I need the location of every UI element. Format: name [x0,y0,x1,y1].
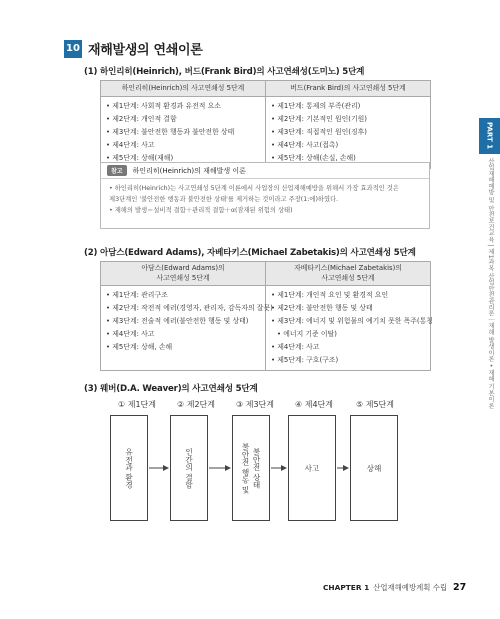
reference-note-box [100,162,430,229]
list-item: • 제5단계: 상해, 손해 [106,341,260,354]
stage-5-text: 상해 [366,463,382,473]
page-number: 27 [453,582,467,593]
section-header [64,39,203,58]
heinrich-stages-cell [101,97,266,169]
header-line: 사고연쇄성 5단계 [156,273,210,282]
note-header [101,163,429,179]
note-line: 제3단계인 '불안전한 행동과 불안전한 상태'를 제거하는 것이라고 주장(1:에)하였다. [109,196,339,203]
stage-2-label: ② 제2단계 [177,400,215,409]
part-tab: PART 1 [479,118,500,154]
stage-2-text: 인간의 결함 [184,447,194,489]
arrow-right-icon [149,464,169,472]
arrow-right-icon [337,464,349,472]
stage-3-label: ③ 제3단계 [236,400,274,409]
bird-stages-cell [266,97,431,169]
stage-4-label: ④ 제4단계 [295,400,333,409]
subsection-1-title: (1) 하인리히(Heinrich), 버드(Frank Bird)의 사고연쇄성(도미노) 5단계 [84,67,365,77]
zabetakis-stages-cell [266,286,431,371]
stage-3-text-2: 불안전 상태 [252,447,261,489]
stage-4-text: 사고 [304,463,320,473]
section-number-badge: 10 [64,40,82,58]
table-header-heinrich: 하인리히(Heinrich)의 사고연쇄성 5단계 [101,81,266,97]
arrow-right-icon [209,464,231,472]
footer-chapter-title: 산업재해예방계획 수립 [373,583,447,592]
header-line: 자베타키스(Michael Zabetakis)의 [294,264,402,273]
list-item: • 제4단계: 사고 [106,328,260,341]
stage-1-text: 유전과 환경 [124,447,134,489]
table-header-zabetakis [266,262,431,286]
note-line: • 재해의 발생＝설비적 결함＋관리적 결함＋α(잠재된 위험의 상태) [109,207,293,214]
list-item: • 제3단계: 불안전한 행동과 불안전한 상태 [106,126,260,139]
subsection-2-title: (2) 아담스(Edward Adams), 자베타키스(Michael Zabetakis)의 사고연쇄성 5단계 [84,248,416,258]
list-item: • 제3단계: 전술적 에러(불안전한 행동 및 상태) [106,315,260,328]
list-item: • 제2단계: 불안전한 행동 및 상태 [271,302,425,315]
list-item: • 제4단계: 사고 [271,341,425,354]
list-item: • 제2단계: 개인적 결함 [106,113,260,126]
list-item: • 제5단계: 상해(재해) [106,152,260,165]
table-header-bird: 버드(Frank Bird)의 사고연쇄성 5단계 [266,81,431,97]
section-title: 재해발생의 연쇄이론 [88,43,203,58]
side-running-text: 산업재해예방 및 안전보건교육 | 제1과목 산업안전관리론｜재해 발생이론 • 재해 기본이론 [487,158,494,409]
stage-2-box [170,415,208,521]
list-item: • 제4단계: 사고(접촉) [271,139,425,152]
table-header-adams [101,262,266,286]
adams-zabetakis-table [100,261,431,371]
list-item: • 제1단계: 통제의 부족(관리) [271,100,425,113]
note-line: • 하인리히(Heinrich)는 사고연쇄성 5단계 이론에서 사업장의 산업재해예방을 위해서 가장 효과적인 것은 [109,185,399,192]
adams-stages-cell [101,286,273,371]
note-badge: 참고 [107,165,127,176]
stage-4-box [288,415,336,521]
list-item: • 제2단계: 기본적인 원인(기원) [271,113,425,126]
stage-1-label: ① 제1단계 [118,400,156,409]
subsection-3-title: (3) 웨버(D.A. Weaver)의 사고연쇄성 5단계 [84,384,258,394]
list-item: • 에너지 기준 이탈) [271,328,425,341]
header-line: 아담스(Edward Adams)의 [141,264,225,273]
arrow-right-icon [271,464,287,472]
list-item: • 제2단계: 작전적 에러(경영자, 관리자, 감독자의 잘못) [106,302,260,315]
list-item: • 제5단계: 구호(구조) [271,354,425,367]
stage-1-box [110,415,148,521]
stage-5-label: ⑤ 제5단계 [356,400,394,409]
note-title: 하인리히(Heinrich)의 재해발생 이론 [132,166,246,175]
list-item: • 제3단계: 직접적인 원인(징후) [271,126,425,139]
heinrich-bird-table [100,80,431,169]
stage-3-text-1: 불안전 행동 및 [241,442,250,494]
list-item: • 제3단계: 에너지 및 위험물의 예기치 못한 폭주(통칭 [271,315,425,328]
list-item: • 제1단계: 사회적 환경과 유전적 요소 [106,100,260,113]
stage-3-box [232,415,270,521]
note-body [101,179,429,216]
list-item: • 제1단계: 관리구조 [106,289,260,302]
list-item: • 제5단계: 상해(손실, 손해) [271,152,425,165]
list-item: • 제4단계: 사고 [106,139,260,152]
header-line: 사고연쇄성 5단계 [321,273,375,282]
footer-chapter: CHAPTER 1 [323,583,370,592]
stage-5-box [350,415,398,521]
list-item: • 제1단계: 개인적 요인 및 환경적 요인 [271,289,425,302]
page-footer [323,582,466,593]
